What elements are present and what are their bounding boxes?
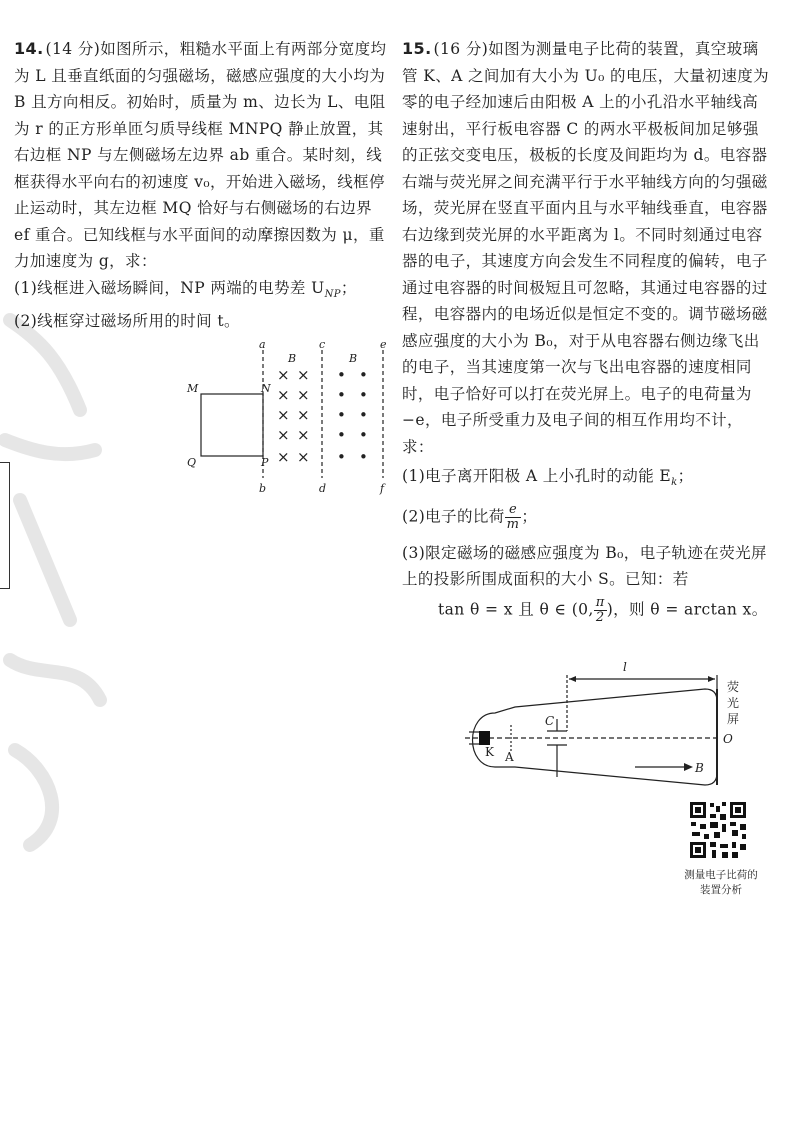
q14-figure (185, 340, 400, 500)
field-dot-mark: • (337, 448, 346, 466)
q15-sub3-formula: tan θ = x 且 θ ∈ (0, $\frac{\pi}{2}$ )，则 θ = arctan x。 (438, 594, 768, 625)
question-15 (402, 36, 774, 625)
label-K: K (485, 745, 494, 759)
qr-caption: 测量电子比荷的 装置分析 (684, 869, 758, 896)
field-cross-mark: × (277, 448, 290, 466)
label-l: l (623, 660, 627, 674)
q15-body (402, 36, 774, 460)
label-screen-3: 屏 (727, 712, 740, 726)
vacuum-tube-outline (473, 689, 718, 785)
field-dot-mark: • (359, 426, 368, 444)
label-d: d (319, 482, 327, 495)
arrow-l-left (569, 676, 576, 682)
q14-sub2: (2)线框穿过磁场所用的时间 t。 (14, 312, 240, 331)
q15-points: (16 分) (433, 40, 489, 58)
arrow-l-right (708, 676, 715, 682)
q15-sub1: (1)电子离开阳极 A 上小孔时的动能 $E_k$； (402, 467, 694, 489)
label-Q: Q (187, 456, 197, 469)
field-dot-mark: • (359, 366, 368, 384)
label-B-left: B (288, 352, 297, 365)
label-C: C (545, 714, 555, 728)
label-screen-1: 荧 (727, 680, 740, 694)
field-cross-mark: × (297, 366, 310, 384)
label-f: f (380, 482, 385, 495)
watermark-calligraphy (0, 300, 120, 860)
margin-binding-mark (0, 462, 10, 589)
field-cross-mark: × (277, 386, 290, 404)
label-b: b (259, 482, 267, 495)
field-cross-mark: × (277, 426, 290, 444)
label-e: e (380, 340, 387, 351)
field-dot-mark: • (359, 448, 368, 466)
q15-sub3: (3)限定磁场的磁感应强度为 B₀，电子轨迹在荧光屏上的投影所围成面积的大小 S。已知：若 (402, 543, 767, 589)
field-dot-mark: • (337, 386, 346, 404)
field-cross-mark: × (297, 448, 310, 466)
label-B-right: B (349, 352, 358, 365)
arrow-B-head (684, 763, 693, 771)
field-cross-mark: × (297, 406, 310, 424)
field-dot-mark: • (337, 366, 346, 384)
label-B-field: B (695, 761, 704, 775)
q14-sub1: (1)线框进入磁场瞬间，NP 两端的电势差 $U_{NP}$； (14, 278, 357, 300)
q14-body (14, 36, 390, 275)
field-dot-mark: • (359, 386, 368, 404)
label-M: M (187, 382, 199, 395)
q15-apparatus-figure (455, 655, 775, 795)
field-cross-mark: × (277, 406, 290, 424)
q15-number: 15. (402, 39, 432, 58)
label-c: c (319, 340, 326, 351)
field-dot-mark: • (337, 406, 346, 424)
q15-text: 如图为测量电子比荷的装置，真空玻璃管 K、A 之间加有大小为 U₀ 的电压，大量初速度为零的电子经加速后由阳极 A 上的小孔沿水平轴线高速射出，平行板电容器 C 的两水平极板间加足够强的正弦交变电压，极板的长度及间距均为 d。电容器右端与荧光屏之间充满平行于水平轴线方向的匀强磁场，荧光屏在竖直平面内且与水平轴线垂直，电容器右边缘到荧光屏的水平距离为 l。不同时刻通过电容器的电子，其速度方向会发生不同程度的偏转，电子通过电容器的时间极短且可忽略，其通过电容器的过程，电容器内的电场近似是恒定不变的。调节磁场磁感应强度的大小为 B₀，对于从电容器右侧边缘飞出的电子，当其速度第一次与飞出电容器的速度相同时，电子恰好可以打在荧光屏上。电子的电荷量为 −e，电子所受重力及电子间的相互作用均不计，求： (402, 40, 770, 456)
field-cross-mark: × (297, 386, 310, 404)
label-a: a (259, 340, 266, 351)
label-A: A (505, 750, 514, 764)
label-O: O (723, 732, 733, 746)
field-dot-mark: • (337, 426, 346, 444)
field-cross-mark: × (277, 366, 290, 384)
label-screen-2: 光 (727, 696, 740, 710)
fraction-pi-over-2: $\frac{\pi}{2}$ (595, 594, 605, 625)
question-14 (14, 36, 390, 335)
label-P: P (261, 456, 269, 469)
q14-number: 14. (14, 39, 44, 58)
q15-sub2: (2)电子的比荷 $\frac{e}{m}$ ； (402, 501, 538, 532)
cathode-K-block (479, 731, 490, 745)
fraction-e-over-m: $\frac{e}{m}$ (506, 501, 520, 532)
label-N: N (261, 382, 271, 395)
field-dot-mark: • (359, 406, 368, 424)
q14-text: 如图所示，粗糙水平面上有两部分宽度均为 L 且垂直纸面的匀强磁场，磁感应强度的大小均为 B 且方向相反。初始时，质量为 m、边长为 L、电阻为 r 的正方形单匝匀质导线框 MNPQ 静止放置，其右边框 NP 与左侧磁场左边界 ab 重合。某时刻，线框获得水平向右的初速度 v₀，开始进入磁场，线框停止运动时，其左边框 MQ 恰好与右侧磁场的右边界 ef 重合。已知线框与水平面间的动摩擦因数为 μ，重力加速度为 g，求： (14, 40, 387, 270)
field-cross-mark: × (297, 426, 310, 444)
square-loop-mnpq (201, 394, 263, 456)
qr-code-icon[interactable] (688, 800, 748, 860)
q14-points: (14 分) (45, 40, 101, 58)
